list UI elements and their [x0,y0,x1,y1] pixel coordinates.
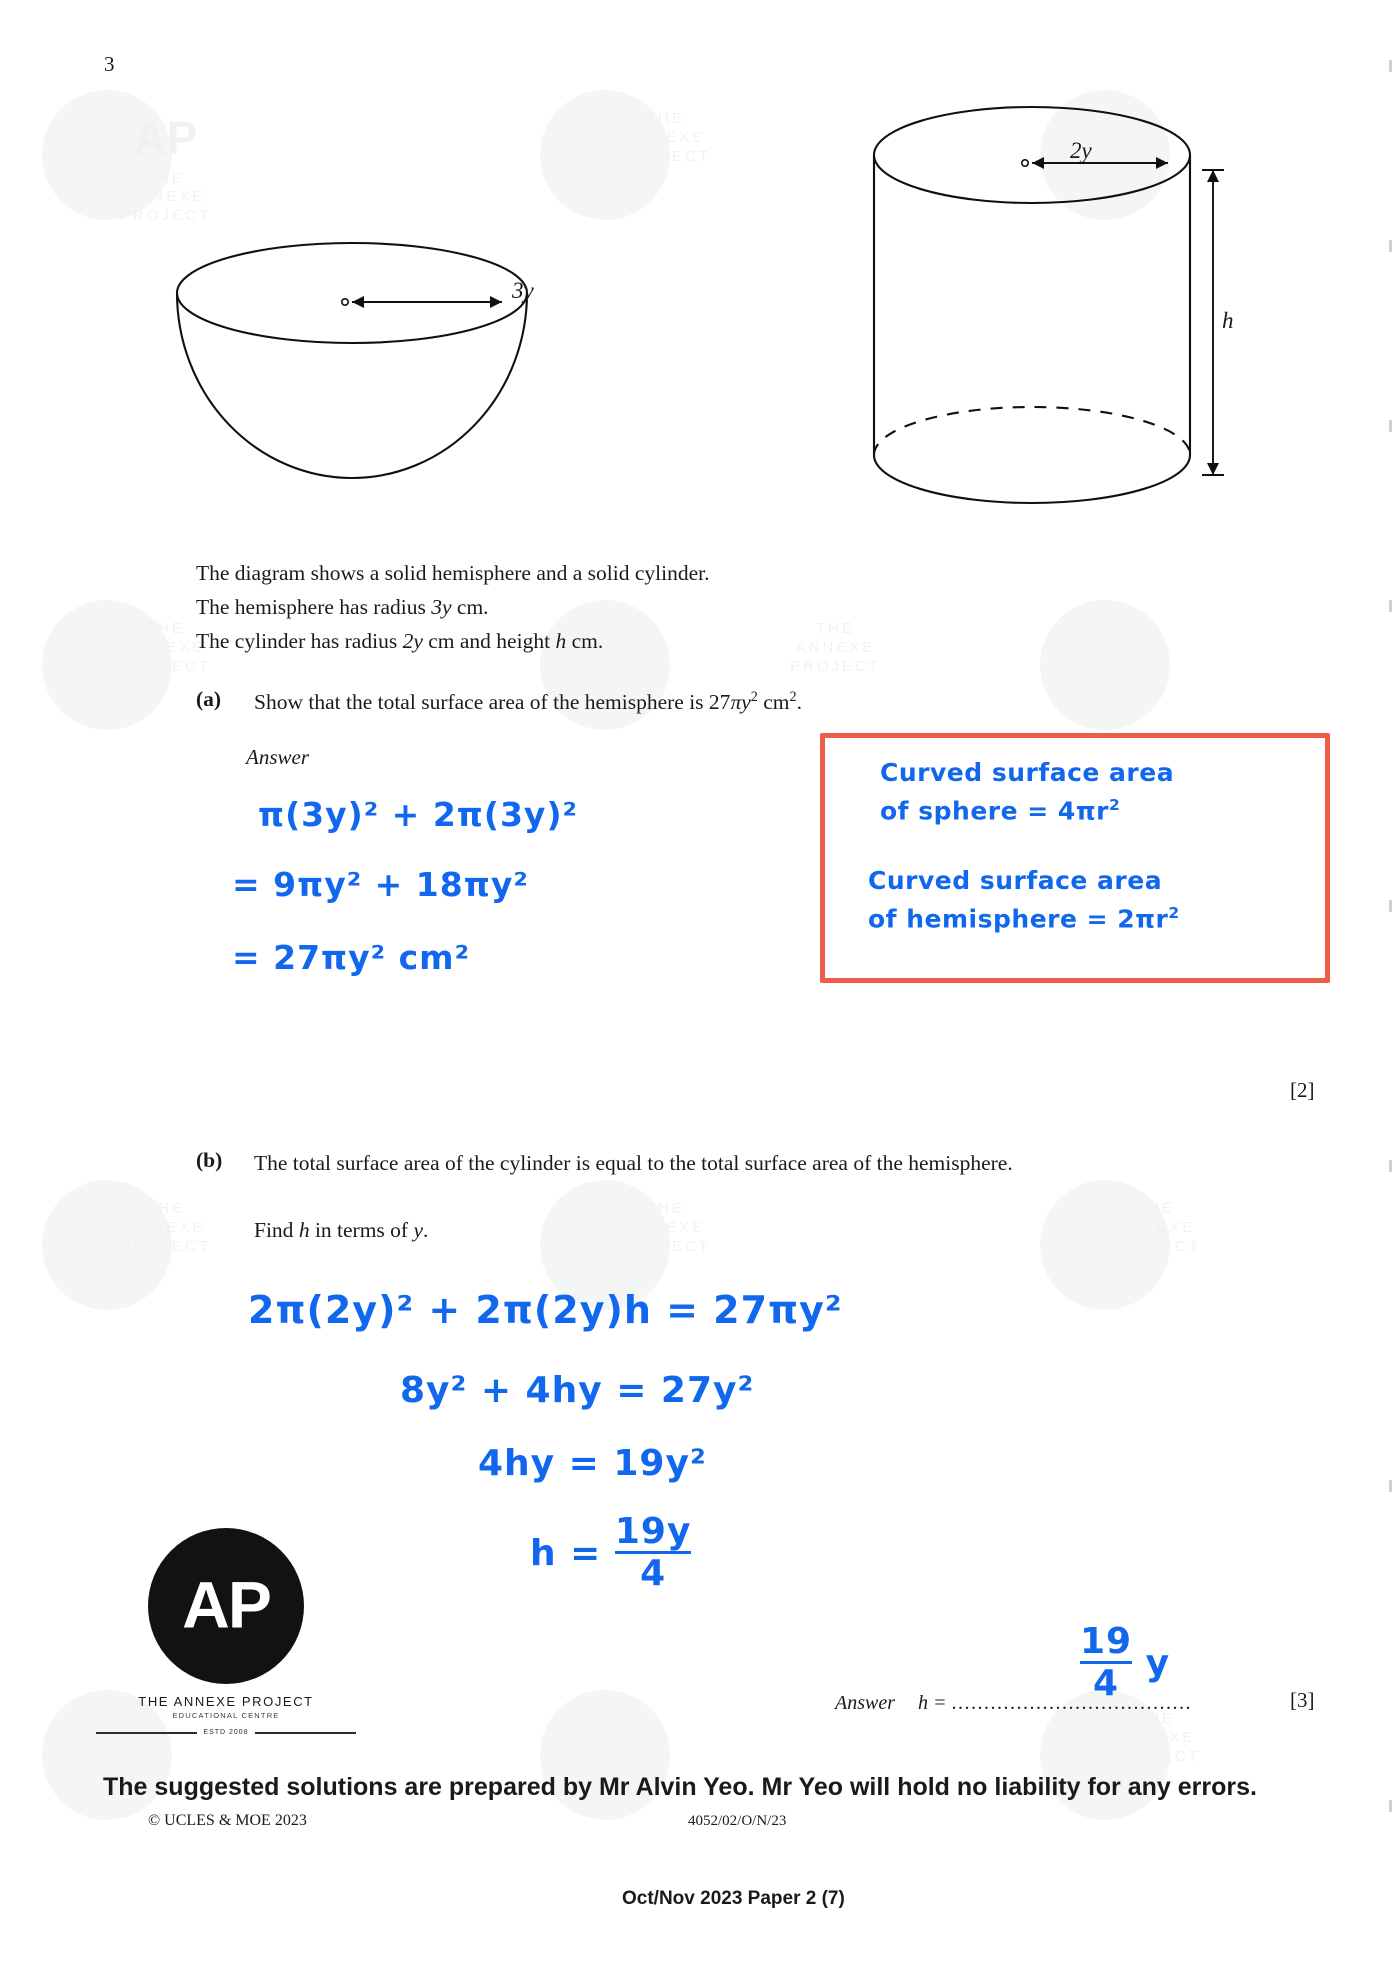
logo-rule-right [255,1732,356,1734]
part-b-answer-line: Answer h = ..................................... [835,1692,1192,1714]
hemisphere-radius-label: 3y [512,278,534,303]
handwriting-b-final-answer [1080,1621,1171,1705]
logo-monogram: AP [182,1567,270,1642]
part-b-marks: [3] [1290,1688,1315,1712]
handwriting-a-line-1: π(3y)² + 2π(3y)² [258,795,578,834]
paper-code-text: 4052/02/O/N/23 [688,1813,787,1829]
source-reference: Oct/Nov 2023 Paper 2 (7) [622,1888,845,1909]
watermark-circle [1040,600,1170,730]
part-b-question: The total surface area of the cylinder is equal to the total surface area of the hemisphere. [254,1151,1013,1175]
edge-tick [1389,1160,1392,1172]
part-a-marks: [2] [1290,1078,1315,1102]
watermark-circle [42,1180,172,1310]
handwriting-b-line-4: h = $\frac{19y}{4}$ [530,1511,692,1594]
watermark-text: THE ANNEXE PROJECT [620,110,712,165]
edge-tick [1389,240,1392,252]
cylinder-radius-label: 2y [1070,138,1092,163]
handwriting-b-line-3: 4hy = 19y² [478,1443,707,1484]
height-cylinder-value: h [555,629,567,653]
handwriting-a-line-2: = 9πy² + 18πy² [232,865,529,904]
formula-sphere: Curved surface area of sphere = $4\pi r^2$ [880,758,1175,826]
answer-dots: ..................................... [951,1692,1192,1714]
hemisphere-radius-arrow [342,296,502,308]
watermark-text: THE ANNEXE PROJECT [120,620,212,675]
edge-tick [1389,60,1392,72]
cylinder-height-label: h [1222,308,1234,333]
edge-tick [1389,900,1392,912]
part-b-instruction: Find h in terms of y. [254,1218,429,1242]
logo-subtitle: EDUCATIONAL CENTRE [172,1711,280,1720]
watermark-circle [540,90,670,220]
edge-tick [1389,1800,1392,1812]
disclaimer-text: The suggested solutions are prepared by Mr Alvin Yeo. Mr Yeo will hold no liability for any errors. [103,1773,1257,1801]
logo-estd [96,1729,356,1736]
part-a-question: Show that the total surface area of the hemisphere is $27\pi y^2$ $cm^2$. [254,688,802,714]
watermark-text: THE ANNEXE PROJECT [1110,1710,1202,1765]
handwriting-b-line-2: 8y² + 4hy = 27y² [400,1370,755,1411]
logo-estd-text: ESTD 2008 [203,1729,249,1736]
watermark-circle [42,90,172,220]
radius-hemisphere-value: 3y [431,595,452,619]
cylinder-height-arrow [1202,170,1224,475]
part-a-answer-label: Answer [246,745,309,769]
watermark-circle [1040,90,1170,220]
hemisphere-drawing [177,243,527,478]
handwriting-b-fraction: $\frac{19y}{4}$ [614,1511,692,1594]
answer-variable-h: h = [918,1692,947,1714]
watermark-text: THE ANNEXE PROJECT [620,1200,712,1255]
logo-name: THE ANNEXE PROJECT [138,1694,314,1709]
watermark-text: THE ANNEXE PROJECT [1110,1200,1202,1255]
final-answer-variable: y [1145,1642,1171,1684]
edge-tick [1389,1480,1392,1492]
edge-tick [1389,600,1392,612]
formula-hemisphere: Curved surface area of hemisphere = $2\pi r^2$ [868,866,1180,934]
watermark-text: AP THE ANNEXE PROJECT [120,112,212,224]
stem-line-3: The cylinder has radius 2y cm and height h cm. [196,629,604,653]
watermark-monogram: AP [133,112,198,164]
watermark-circle [1040,1180,1170,1310]
watermark-text: THE ANNEXE PROJECT [790,620,882,675]
page-number: 3 [104,52,115,76]
watermark-text: THE ANNEXE PROJECT [120,1200,212,1255]
stem-line-1: The diagram shows a solid hemisphere and a solid cylinder. [196,561,710,585]
part-a-label: (a) [196,687,222,711]
handwriting-b-line-1: 2π(2y)² + 2π(2y)h = 27πy² [248,1288,843,1332]
radius-cylinder-value: 2y [402,629,423,653]
annexe-project-logo [138,1528,356,1736]
final-answer-fraction: $\frac{19}{4}$ [1080,1621,1133,1704]
part-b-label: (b) [196,1148,223,1172]
stem-line-2: The hemisphere has radius 3y cm. [196,595,489,619]
logo-rule-left [96,1732,197,1734]
edge-tick [1389,420,1392,432]
copyright-text: © UCLES & MOE 2023 [148,1812,307,1829]
logo-circle [148,1528,304,1684]
handwriting-a-line-3: = 27πy² cm² [232,938,471,977]
watermark-circle [42,600,172,730]
